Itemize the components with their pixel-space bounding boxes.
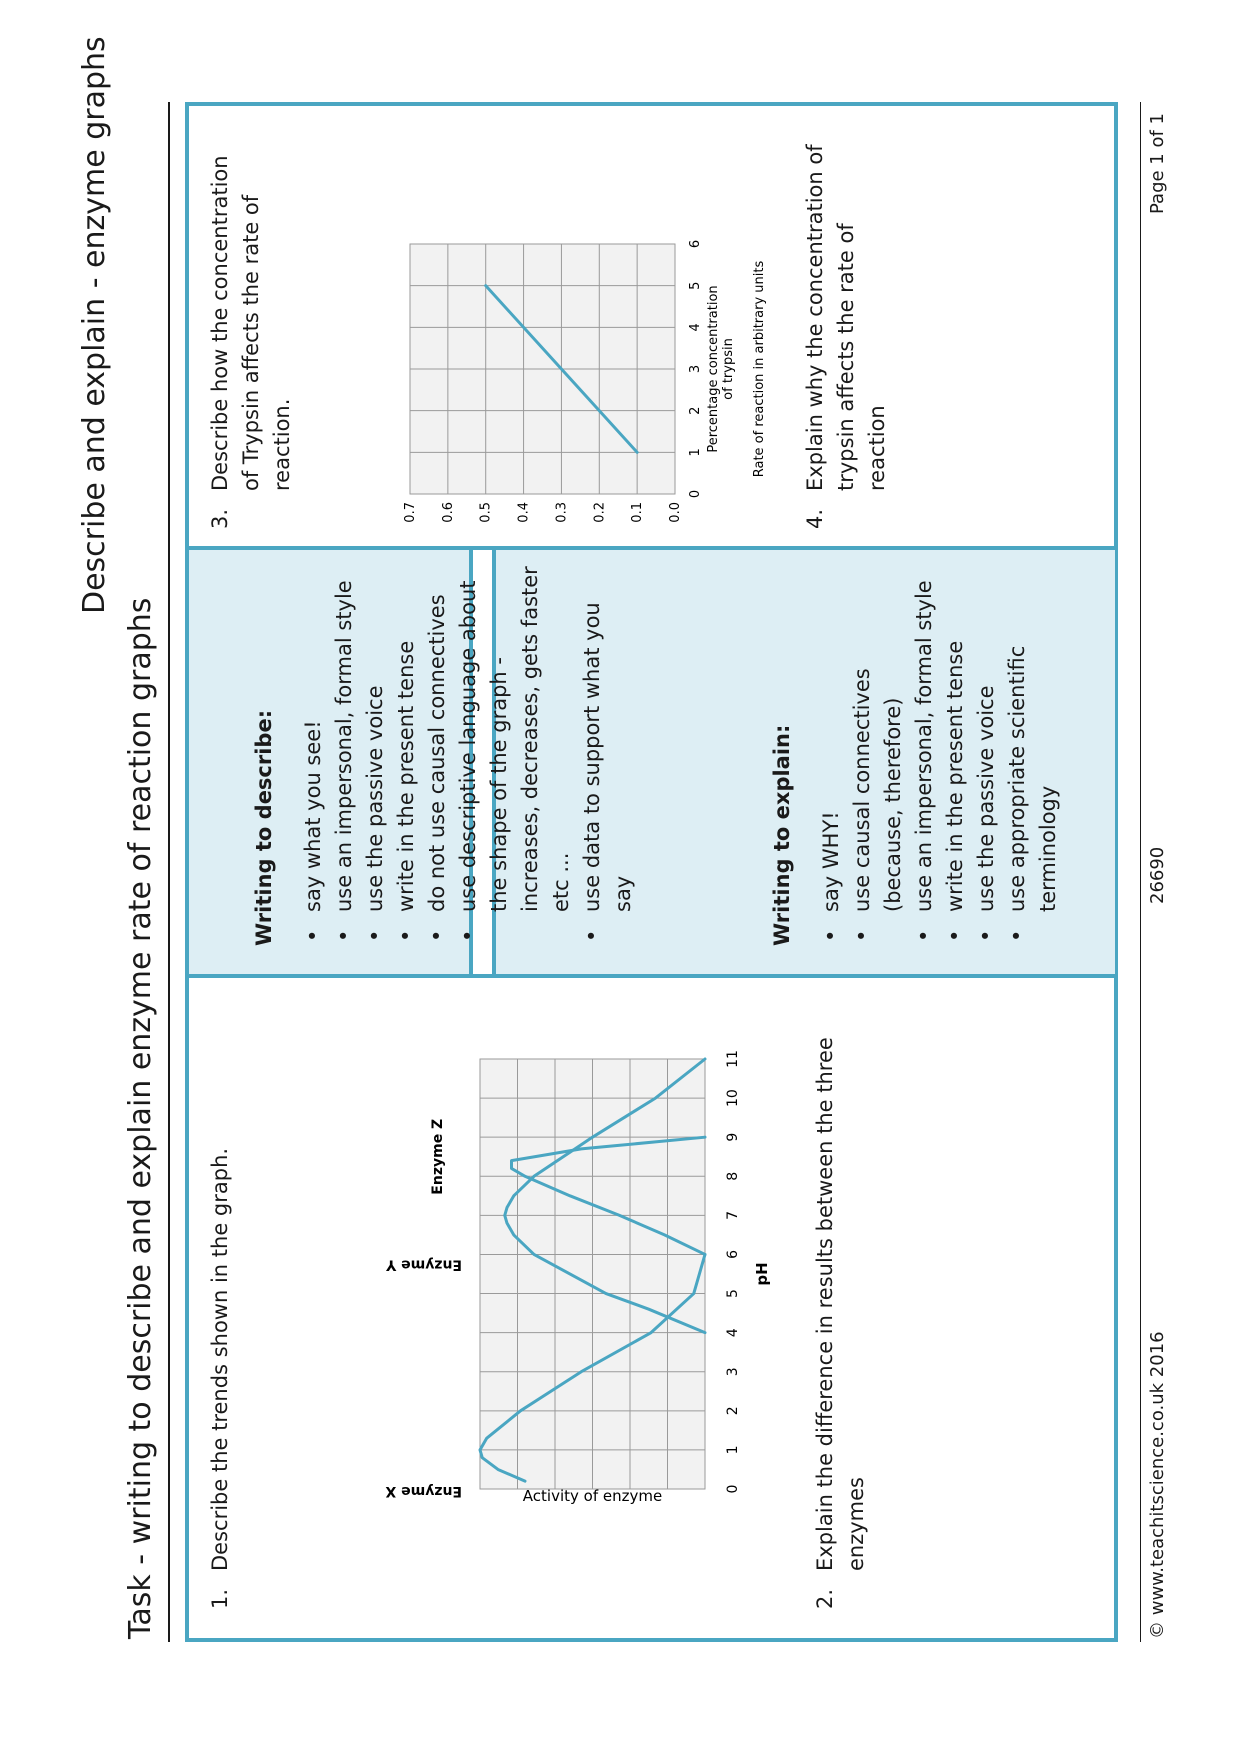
- question-4-number: 4.: [803, 508, 827, 529]
- header-rule: [168, 102, 170, 1642]
- footer-rule: [1140, 102, 1141, 1642]
- series-label: Enzyme Z: [429, 1118, 446, 1195]
- series-label: Enzyme Y: [386, 1256, 462, 1273]
- explain-title: Writing to explain:: [770, 724, 794, 946]
- question-4: [800, 119, 893, 529]
- x-tick-label: 0: [688, 489, 703, 499]
- x-tick-label: 5: [725, 1289, 741, 1299]
- describe-item: • say what you see!: [298, 566, 329, 946]
- enzyme-ph-chart: [385, 974, 800, 1634]
- describe-item: • do not use causal connectives: [422, 566, 453, 946]
- question-3-number: 3.: [208, 508, 232, 529]
- describe-item: • use an impersonal, formal style: [329, 566, 360, 946]
- describe-list: [298, 566, 639, 946]
- x-axis-label: pH: [753, 1262, 771, 1286]
- explain-item: • say WHY!: [816, 566, 847, 946]
- describe-item: • use the passive voice: [360, 566, 391, 946]
- x-tick-label: 2: [725, 1406, 741, 1416]
- question-1: [205, 1009, 236, 1609]
- x-tick-label: 6: [725, 1249, 741, 1259]
- x-tick-label: 7: [725, 1210, 741, 1220]
- y-axis-label: Activity of enzyme: [522, 1487, 663, 1505]
- x-axis-label: Percentage concentrationof trypsin: [706, 285, 736, 453]
- describe-item: • use data to support what you say: [577, 566, 639, 946]
- x-tick-label: 2: [688, 406, 703, 415]
- explain-list: [816, 566, 1064, 946]
- x-tick-label: 5: [688, 281, 703, 290]
- x-tick-label: 10: [725, 1089, 741, 1108]
- x-tick-label: 6: [688, 239, 703, 249]
- explain-item: • use appropriate scientific terminology: [1002, 566, 1064, 946]
- footer-page: Page 1 of 1: [1147, 113, 1168, 214]
- x-tick-label: 3: [688, 364, 703, 374]
- y-tick-label: 0.0: [668, 502, 683, 523]
- question-2-number: 2.: [813, 1588, 837, 1609]
- y-tick-label: 0.1: [630, 502, 646, 523]
- describe-box: [252, 566, 639, 946]
- question-2-text: Explain the difference in results between the three enzymes: [813, 1037, 868, 1571]
- divider-right: [187, 546, 1116, 550]
- question-2: [810, 1009, 872, 1609]
- y-axis-label: Rate of reaction in arbitrary units: [752, 260, 767, 478]
- footer-copyright: © www.teachitscience.co.uk 2016: [1147, 1331, 1168, 1639]
- x-tick-label: 0: [725, 1484, 741, 1494]
- explain-item: • use an impersonal, formal style: [909, 566, 940, 946]
- x-tick-label: 4: [688, 323, 703, 332]
- explain-item: • use causal connectives (because, therefore): [847, 566, 909, 946]
- describe-item: • write in the present tense: [391, 566, 422, 946]
- x-tick-label: 4: [725, 1328, 741, 1338]
- describe-title: Writing to describe:: [252, 709, 276, 946]
- x-tick-label: 1: [725, 1445, 741, 1455]
- explain-item: • use the passive voice: [971, 566, 1002, 946]
- question-3-text: Describe how the concentration of Trypsin affects the rate of reaction.: [208, 155, 294, 491]
- x-tick-label: 9: [725, 1132, 741, 1142]
- y-tick-label: 0.3: [554, 502, 570, 523]
- y-tick-label: 0.6: [440, 502, 456, 523]
- y-tick-label: 0.2: [592, 502, 608, 523]
- y-tick-label: 0.4: [516, 502, 532, 523]
- y-tick-label: 0.7: [403, 502, 418, 523]
- trypsin-chart: [380, 104, 767, 544]
- question-1-text: Describe the trends shown in the graph.: [208, 1147, 232, 1571]
- series-label: Enzyme X: [385, 1483, 462, 1500]
- describe-item: • use descriptive language about the shape of the graph - increases, decreases, gets faster etc ...: [453, 566, 577, 946]
- question-1-number: 1.: [208, 1588, 232, 1609]
- question-3: [205, 119, 298, 529]
- explain-box: [770, 566, 1064, 946]
- x-tick-label: 3: [725, 1367, 741, 1377]
- explain-item: • write in the present tense: [940, 566, 971, 946]
- question-4-text: Explain why the concentration of trypsin affects the rate of reaction: [803, 144, 889, 491]
- x-tick-label: 11: [725, 1050, 741, 1068]
- footer-code: 26690: [1147, 846, 1168, 904]
- x-tick-label: 1: [688, 448, 703, 457]
- x-tick-label: 8: [725, 1171, 741, 1181]
- y-tick-label: 0.5: [478, 502, 494, 523]
- page-subtitle: Describe and explain - enzyme graphs: [77, 36, 112, 614]
- page-title: Task - writing to describe and explain enzyme rate of reaction graphs: [123, 597, 158, 1639]
